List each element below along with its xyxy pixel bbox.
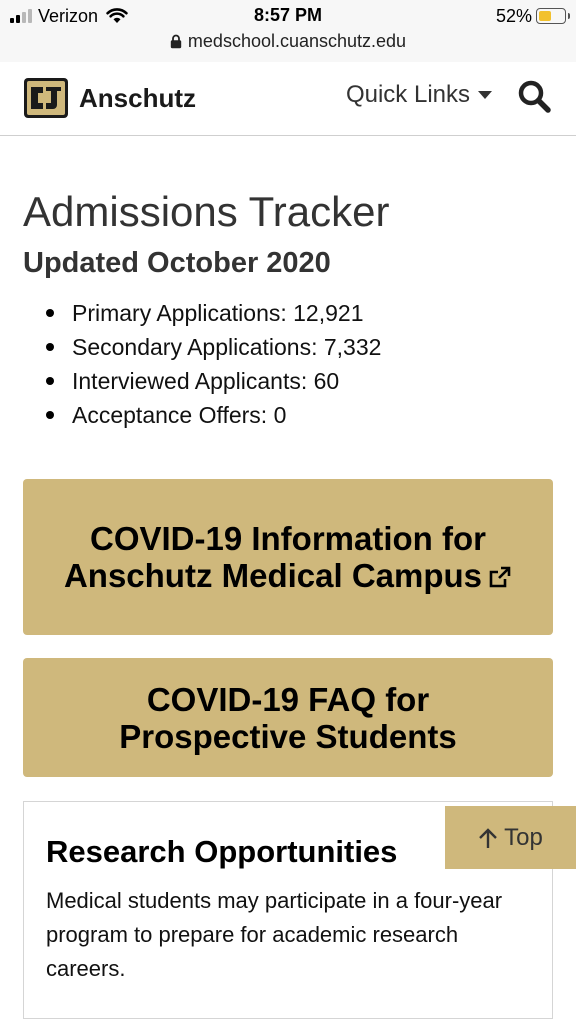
stat-acceptance-offers: Acceptance Offers: 0 <box>72 398 381 432</box>
covid-info-button[interactable] <box>23 479 553 635</box>
brand-name: Anschutz <box>79 82 196 113</box>
lock-icon <box>170 34 182 49</box>
stat-primary-applications: Primary Applications: 12,921 <box>72 296 381 330</box>
back-to-top-label: Top <box>504 823 543 851</box>
updated-date: Updated October 2020 <box>23 247 331 279</box>
admissions-stats-list <box>72 296 381 432</box>
address-bar[interactable] <box>0 31 576 52</box>
carrier-name: Verizon <box>38 5 99 26</box>
clock: 8:57 PM <box>253 5 323 25</box>
covid-info-label: COVID-19 Information for Anschutz Medical Campus <box>63 520 487 594</box>
stat-interviewed-applicants: Interviewed Applicants: 60 <box>72 364 381 398</box>
site-header <box>0 62 576 136</box>
quick-links-label: Quick Links <box>345 81 470 108</box>
quick-links-dropdown[interactable] <box>346 81 492 109</box>
battery-icon <box>536 8 566 24</box>
back-to-top-button[interactable] <box>445 806 576 869</box>
research-card-body: Medical students may participate in a four-year program to prepare for academic research careers. <box>46 888 503 981</box>
caret-down-icon <box>478 91 492 99</box>
cu-logo-icon <box>23 75 69 121</box>
arrow-up-icon <box>478 827 498 849</box>
covid-faq-label: COVID-19 FAQ for Prospective Students <box>119 680 457 755</box>
research-card-title: Research Opportunities <box>46 834 398 869</box>
battery-percent: 52% <box>495 5 532 26</box>
home-logo-link[interactable] <box>23 75 196 121</box>
page-title: Admissions Tracker <box>23 188 390 235</box>
stat-secondary-applications: Secondary Applications: 7,332 <box>72 330 381 364</box>
url-text: medschool.cuanschutz.edu <box>187 31 407 51</box>
battery-group <box>496 6 566 26</box>
covid-faq-button[interactable] <box>23 658 553 777</box>
external-link-icon <box>488 565 512 589</box>
status-bar <box>0 0 576 62</box>
search-icon[interactable] <box>516 78 552 114</box>
